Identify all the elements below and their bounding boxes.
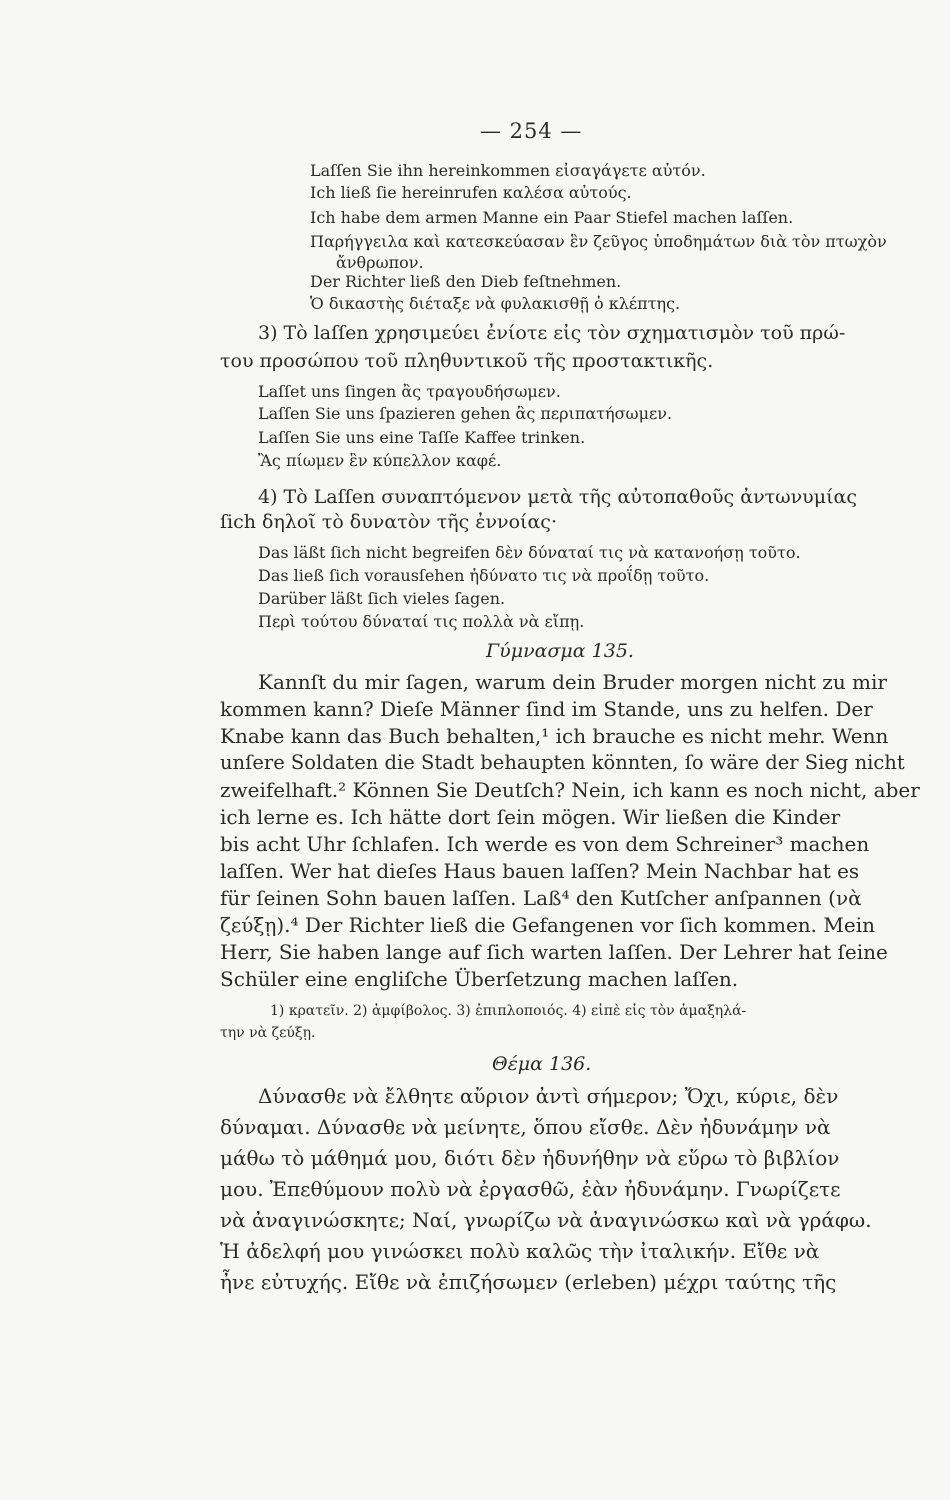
example-line: Ich habe dem armen Manne ein Paar Stiefel machen laſſen.: [310, 208, 794, 227]
text-line: Kannſt du mir ſagen, warum dein Bruder morgen nicht zu mir: [258, 670, 887, 694]
text-line: für ſeinen Sohn bauen laſſen. Laß⁴ den Kutſcher anſpannen (νὰ: [220, 886, 862, 910]
text-line: ζεύξῃ).⁴ Der Richter ließ die Gefangenen vor ſich kommen. Mein: [220, 913, 875, 937]
text-line: laſſen. Wer hat dieſes Haus bauen laſſen? Mein Nachbar hat es: [220, 859, 860, 883]
example-line: Das ließ ſich vorausſehen ἠδύνατο τις νὰ προΐδῃ τοῦτο.: [258, 566, 710, 585]
text-line: δύναμαι. Δύνασθε νὰ μείνητε, ὅπου εἴσθε. Δὲν ἠδυνάμην νὰ: [220, 1115, 831, 1139]
rule-text: 3) Τὸ laſſen χρησιμεύει ἐνίοτε εἰς τὸν σχηματισμὸν τοῦ πρώ-: [258, 322, 846, 344]
text-line: ἦνε εὐτυχής. Εἴθε νὰ ἐπιζήσωμεν (erleben) μέχρι ταύτης τῆς: [220, 1270, 837, 1294]
example-line: Darüber läßt ſich vieles ſagen.: [258, 589, 506, 608]
rule-text: ſich δηλοῖ τὸ δυνατὸν τῆς ἐννοίας·: [220, 511, 557, 533]
example-line: Περὶ τούτου δύναταί τις πολλὰ νὰ εἴπῃ.: [258, 612, 585, 631]
example-line: Laſſet uns ſingen ἂς τραγουδήσωμεν.: [258, 382, 561, 401]
text-line: Knabe kann das Buch behalten,¹ ich brauche es nicht mehr. Wenn: [220, 724, 889, 748]
example-line: Laſſen Sie uns eine Taſſe Kaffee trinken.: [258, 428, 586, 447]
footnote-line: 1) κρατεῖν. 2) ἀμφίβολος. 3) ἐπιπλοποιός. 4) εἰπὲ εἰς τὸν ἁμαξηλά-: [270, 1003, 747, 1019]
text-line: bis acht Uhr ſchlafen. Ich werde es von dem Schreiner³ machen: [220, 832, 870, 856]
example-line: Laſſen Sie ihn hereinkommen εἰσαγάγετε αὐτόν.: [310, 161, 706, 180]
example-line: Παρήγγειλα καὶ κατεσκεύασαν ἓν ζεῦγος ὑποδημάτων διὰ τὸν πτωχὸν: [310, 232, 887, 251]
text-line: νὰ ἀναγινώσκητε; Ναί, γνωρίζω νὰ ἀναγινώσκω καὶ νὰ γράφω.: [220, 1208, 872, 1232]
example-line: Ἂς πίωμεν ἓν κύπελλον καφέ.: [258, 451, 502, 470]
example-line: ἄνθρωπον.: [336, 253, 424, 272]
text-line: ich lerne es. Ich hätte dort ſein mögen. Wir ließen die Kinder: [220, 805, 841, 829]
text-line: Δύνασθε νὰ ἔλθητε αὔριον ἀντὶ σήμερον; Ὄχι, κύριε, δὲν: [258, 1084, 839, 1108]
text-line: Schüler eine engliſche Überſetzung machen laſſen.: [220, 967, 739, 991]
text-line: Herr, Sie haben lange auf ſich warten laſſen. Der Lehrer hat ſeine: [220, 940, 888, 964]
text-line: Ἡ ἀδελφή μου γινώσκει πολὺ καλῶς τὴν ἰταλικήν. Εἴθε νὰ: [220, 1239, 820, 1263]
rule-text: 4) Τὸ Laſſen συναπτόμενον μετὰ τῆς αὐτοπαθοῦς ἀντωνυμίας: [258, 486, 857, 508]
exercise-heading: Γύμνασμα 135.: [486, 640, 634, 662]
exercise-heading: Θέμα 136.: [492, 1053, 592, 1075]
example-line: Laſſen Sie uns ſpazieren gehen ἂς περιπατήσωμεν.: [258, 404, 673, 423]
text-line: μου. Ἐπεθύμουν πολὺ νὰ ἐργασθῶ, ἐὰν ἠδυνάμην. Γνωρίζετε: [220, 1177, 841, 1201]
text-line: zweifelhaft.² Können Sie Deutſch? Nein, ich kann es noch nicht, aber: [220, 778, 920, 802]
example-line: Das läßt ſich nicht begreifen δὲν δύναταί τις νὰ κατανοήσῃ τοῦτο.: [258, 543, 801, 562]
page-number: — 254 —: [480, 119, 583, 143]
text-line: μάθω τὸ μάθημά μου, διότι δὲν ἠδυνήθην νὰ εὕρω τὸ βιβλίον: [220, 1146, 840, 1170]
example-line: Ich ließ ſie hereinrufen καλέσα αὐτούς.: [310, 183, 632, 202]
footnote-line: την νὰ ζεύξῃ.: [220, 1025, 316, 1041]
rule-text: του προσώπου τοῦ πληθυντικοῦ τῆς προστακτικῆς.: [220, 350, 714, 372]
example-line: Der Richter ließ den Dieb feſtnehmen.: [310, 272, 622, 291]
text-line: unſere Soldaten die Stadt behaupten könnten, ſo wäre der Sieg nicht: [220, 751, 905, 774]
example-line: Ὁ δικαστὴς διέταξε νὰ φυλακισθῇ ὁ κλέπτης.: [310, 294, 681, 313]
text-line: kommen kann? Dieſe Männer ſind im Stande, uns zu helfen. Der: [220, 697, 873, 721]
